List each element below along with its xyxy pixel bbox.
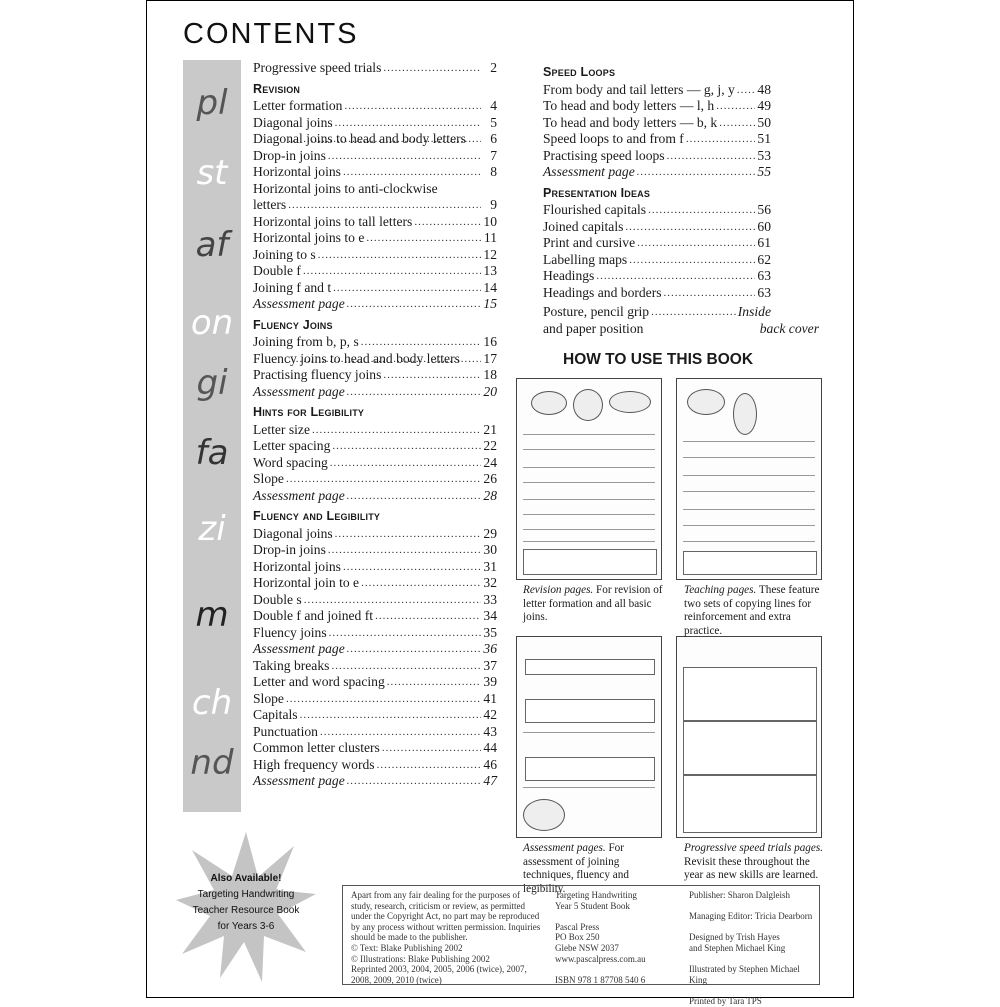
posture-label: Posture, pencil grip (543, 304, 650, 319)
contents-entry-page: 14 (483, 279, 497, 295)
contents-entry-label: Letter and word spacing (253, 674, 385, 689)
contents-entry-label: Headings and borders (543, 284, 662, 300)
contents-entry-page: 11 (483, 230, 497, 245)
contents-entry (253, 625, 497, 642)
contents-entry-label: Assessment page (253, 641, 345, 656)
strip-letter-pair: m (195, 595, 229, 635)
contents-entry (253, 724, 497, 741)
strip-letter-pair: fa (195, 433, 229, 473)
contents-entry-page: 43 (483, 723, 497, 739)
contents-entry (253, 148, 497, 165)
contents-entry-label: Double f (253, 263, 301, 278)
contents-entry (253, 98, 497, 115)
contents-column-left (253, 60, 497, 790)
contents-entry (253, 247, 497, 264)
contents-entry (253, 488, 497, 505)
contents-entry (543, 285, 771, 302)
contents-entry-label: Double f and joined ft (253, 608, 374, 623)
posture-entry (543, 304, 819, 337)
footer-line (689, 985, 817, 996)
footer-line: © Text: Blake Publishing 2002 (351, 942, 463, 953)
strip-letter-pair: zi (198, 509, 226, 549)
contents-entry-page: 32 (483, 575, 497, 590)
contents-entry-label: Horizontal joins to anti-clockwise letters (253, 180, 438, 212)
strip-letter-pair: st (196, 153, 228, 193)
strip-letter-pair: nd (190, 743, 234, 783)
contents-entry (543, 202, 771, 219)
footer-line: should be made to the publisher. (351, 932, 468, 943)
contents-entry-label: Labelling maps (543, 251, 628, 267)
contents-entry (253, 296, 497, 313)
contents-entry (253, 773, 497, 790)
contents-entry (253, 367, 497, 384)
contents-entry-label: Slope (253, 690, 284, 706)
footer-line: ISBN 978 1 87708 540 6 (555, 974, 646, 985)
contents-entry-label: Horizontal joins to e (253, 230, 365, 245)
posture-label: and paper position (543, 320, 644, 336)
caption-teaching: Teaching pages. These feature two sets of copying lines for reinforcement and extra practice. (684, 584, 820, 637)
contents-entry-page: 24 (483, 454, 497, 470)
contents-entry-page: 47 (483, 773, 497, 788)
contents-entry-page: 51 (757, 131, 771, 146)
contents-entry-label: To head and body letters — b, k (543, 114, 718, 130)
section-heading: Speed Loops (543, 65, 616, 79)
contents-entry (253, 658, 497, 675)
contents-entry-page: 31 (483, 558, 497, 574)
strip-letter-pair: af (195, 225, 229, 265)
contents-entry-page: 15 (483, 296, 497, 311)
contents-entry-label: Diagonal joins (253, 114, 333, 130)
contents-entry-page: 49 (757, 98, 771, 113)
section-heading: Hints for Legibility (253, 405, 365, 419)
contents-entry-label: Diagonal joins to head and body letters (253, 131, 466, 146)
contents-entry-label: Letter size (253, 421, 310, 437)
contents-entry-page: 7 (490, 147, 497, 163)
contents-entry-page: 17 (483, 350, 497, 366)
contents-entry (253, 559, 497, 576)
contents-entry-label: From body and tail letters — g, j, y (543, 81, 735, 97)
footer-line: 2008, 2009, 2010 (twice) (351, 974, 442, 985)
contents-entry-page: 48 (757, 81, 771, 97)
contents-entry-label: Assessment page (253, 296, 345, 311)
copyright-footer (342, 885, 820, 1006)
footer-line (689, 922, 817, 933)
contents-entry (253, 455, 497, 472)
assessment-page-thumbnail (516, 636, 662, 838)
contents-entry-page: 13 (483, 263, 497, 278)
contents-entry-label: Double s (253, 591, 302, 607)
contents-entry-page: 55 (757, 164, 771, 179)
contents-entry-label: Joining f and t (253, 279, 332, 295)
contents-entry-label: Taking breaks (253, 657, 330, 673)
contents-entry-label: Horizontal joins (253, 164, 341, 179)
contents-entry-page: 56 (757, 202, 771, 217)
posture-page: back cover (759, 320, 819, 336)
contents-entry-label: Drop-in joins (253, 542, 326, 557)
footer-line: Glebe NSW 2037 (555, 942, 619, 953)
footer-line: PO Box 250 (555, 932, 600, 943)
contents-entry-page: 28 (483, 487, 497, 503)
contents-entry (253, 164, 497, 181)
contents-entry-label: Assessment page (253, 773, 345, 788)
contents-entry (253, 757, 497, 774)
contents-entry-label: Fluency joins to head and body letters (253, 350, 460, 366)
contents-entry-page: 60 (757, 218, 771, 234)
contents-entry-page: 39 (483, 674, 497, 689)
revision-page-thumbnail (516, 378, 662, 580)
footer-line: Printed by Tara TPS (689, 995, 762, 1006)
contents-entry-label: Letter formation (253, 98, 343, 113)
cursive-letter-strip (183, 60, 241, 812)
contents-entry-page: 34 (483, 608, 497, 623)
contents-entry-label: Practising fluency joins (253, 367, 382, 382)
contents-entry (253, 674, 497, 691)
contents-entry (253, 740, 497, 757)
footer-line: Illustrated by Stephen Michael King (689, 964, 800, 985)
contents-entry-page: 42 (483, 707, 497, 722)
footer-line: www.pascalpress.com.au (555, 953, 646, 964)
contents-entry (253, 384, 497, 401)
contents-column-right (543, 60, 819, 337)
contents-entry-page: 4 (490, 98, 497, 113)
contents-entry-page: 26 (483, 471, 497, 486)
section-heading: Fluency and Legibility (253, 509, 381, 523)
posture-page: Inside (737, 304, 771, 319)
contents-entry (253, 214, 497, 231)
footer-line (555, 964, 685, 975)
contents-entry-label: Assessment page (253, 383, 345, 399)
contents-entry-label: Flourished capitals (543, 202, 647, 217)
contents-entry-page: 62 (757, 251, 771, 267)
contents-entry-page: 35 (483, 624, 497, 640)
contents-entry-label: Progressive speed trials (253, 60, 382, 75)
contents-entry-page: 63 (757, 284, 771, 300)
footer-line: Apart from any fair dealing for the purposes of (351, 890, 520, 900)
contents-entry-label: Punctuation (253, 723, 318, 739)
contents-entry-label: Fluency joins (253, 624, 327, 640)
contents-entry (253, 608, 497, 625)
contents-entry-label: Letter spacing (253, 438, 331, 453)
footer-line: Pascal Press (555, 921, 600, 932)
contents-entry (543, 219, 771, 236)
caption-assessment: Assessment pages. For assessment of joining techniques, fluency and legibility. (523, 842, 629, 895)
contents-entry-page: 46 (483, 756, 497, 772)
contents-entry-label: Horizontal joins (253, 558, 341, 574)
contents-entry-page: 29 (483, 525, 497, 541)
contents-entry (543, 252, 771, 269)
contents-entry (253, 707, 497, 724)
strip-letter-pair: pl (196, 83, 228, 123)
footer-line: © Illustrations: Blake Publishing 2002 (351, 953, 490, 964)
footer-line (689, 901, 817, 912)
contents-entry (253, 526, 497, 543)
contents-entry (253, 438, 497, 455)
footer-line: Targeting Handwriting (555, 890, 637, 900)
contents-entry (253, 592, 497, 609)
section-heading: Presentation Ideas (543, 185, 651, 200)
footer-line: Year 5 Student Book (555, 900, 630, 911)
contents-entry-label: Joining to s (253, 246, 316, 262)
strip-letter-pair: ch (191, 683, 233, 723)
speed-trials-page-thumbnail (676, 636, 822, 838)
contents-entry-label: Horizontal joins to tall letters (253, 213, 413, 229)
contents-entry (253, 280, 497, 297)
contents-entry (253, 115, 497, 132)
contents-entry (543, 82, 771, 99)
contents-entry-page: 2 (490, 60, 497, 75)
contents-entry-page: 22 (483, 438, 497, 453)
contents-entry (543, 268, 771, 285)
contents-entry (543, 235, 771, 252)
footer-line: study, research, criticism or review, as permitted (351, 900, 526, 911)
caption-revision: Revision pages. For revision of letter formation and all basic joins. (523, 584, 663, 623)
contents-entry-label: High frequency words (253, 756, 375, 772)
contents-entry (253, 181, 497, 214)
footer-line: Designed by Trish Hayes (689, 932, 780, 943)
contents-entry (253, 691, 497, 708)
page-title: CONTENTS (183, 18, 359, 50)
contents-entry-page: 61 (757, 235, 771, 250)
contents-entry (543, 131, 771, 148)
contents-entry-label: Assessment page (253, 487, 345, 503)
footer-line (555, 911, 685, 922)
contents-entry-page: 41 (483, 690, 497, 706)
contents-entry-page: 6 (490, 131, 497, 146)
contents-entry (543, 148, 771, 165)
teaching-page-thumbnail (676, 378, 822, 580)
promo-star-text: Also Available! Targeting Handwriting Teacher Resource Book for Years 3-6 (192, 873, 300, 932)
contents-entry-page: 33 (483, 591, 497, 607)
contents-entry-label: Joining from b, p, s (253, 334, 359, 349)
contents-entry (253, 575, 497, 592)
contents-entry (253, 131, 497, 148)
contents-entry-label: Headings (543, 268, 595, 283)
caption-speed-trials: Progressive speed trials pages. Revisit these throughout the year as new skills are learned. (684, 842, 823, 881)
contents-entry-page: 50 (757, 114, 771, 130)
contents-entry-page: 10 (483, 213, 497, 229)
contents-entry-label: Drop-in joins (253, 147, 326, 163)
contents-entry-label: Speed loops to and from f (543, 131, 684, 146)
contents-entry-label: Slope (253, 471, 284, 486)
contents-entry-label: Diagonal joins (253, 525, 333, 541)
contents-entry-page: 44 (483, 740, 497, 755)
contents-entry (253, 60, 497, 77)
strip-letter-pair: on (190, 303, 234, 343)
contents-entry-page: 8 (490, 164, 497, 179)
contents-entry-page: 20 (483, 383, 497, 399)
contents-entry-page: 18 (483, 367, 497, 382)
contents-entry-page: 5 (490, 114, 497, 130)
contents-entry (253, 351, 497, 368)
contents-entry-page: 36 (483, 641, 497, 656)
footer-line: Managing Editor: Tricia Dearborn (689, 911, 813, 922)
contents-entry (253, 471, 497, 488)
contents-entry (543, 98, 771, 115)
contents-entry (253, 542, 497, 559)
contents-entry (543, 115, 771, 132)
contents-entry-page: 53 (757, 147, 771, 163)
contents-entry (543, 164, 771, 181)
how-to-use-heading: HOW TO USE THIS BOOK (563, 351, 754, 368)
contents-entry (253, 230, 497, 247)
contents-entry (253, 641, 497, 658)
contents-entry-page: 30 (483, 542, 497, 557)
contents-entry-label: Print and cursive (543, 235, 636, 250)
footer-line: by any process without written permission. Inquiries (351, 921, 541, 932)
section-heading: Fluency Joins (253, 317, 333, 332)
section-heading: Revision (253, 81, 301, 96)
contents-entry-page: 63 (757, 268, 771, 283)
contents-entry-label: Assessment page (543, 164, 635, 179)
contents-entry-page: 16 (483, 334, 497, 349)
contents-entry-label: To head and body letters — l, h (543, 98, 715, 113)
contents-entry-label: Word spacing (253, 454, 328, 470)
contents-entry-label: Horizontal join to e (253, 575, 360, 590)
contents-entry (253, 334, 497, 351)
contents-entry-label: Common letter clusters (253, 740, 380, 755)
contents-entry-label: Joined capitals (543, 218, 624, 234)
footer-line (689, 954, 817, 965)
footer-line: Publisher: Sharon Dalgleish (689, 890, 790, 900)
contents-entry (253, 422, 497, 439)
contents-entry-label: Capitals (253, 707, 298, 722)
footer-line: and Stephen Michael King (689, 942, 786, 953)
contents-entry-page: 37 (483, 657, 497, 673)
contents-entry-page: 9 (490, 197, 497, 212)
contents-entry (253, 263, 497, 280)
footer-line: Reprinted 2003, 2004, 2005, 2006 (twice), 2007, (351, 964, 527, 975)
footer-line: under the Copyright Act, no part may be reproduced (351, 911, 540, 922)
contents-entry-label: Practising speed loops (543, 147, 665, 163)
strip-letter-pair: gi (196, 363, 228, 403)
contents-entry-page: 21 (483, 421, 497, 437)
contents-entry-page: 12 (483, 246, 497, 262)
